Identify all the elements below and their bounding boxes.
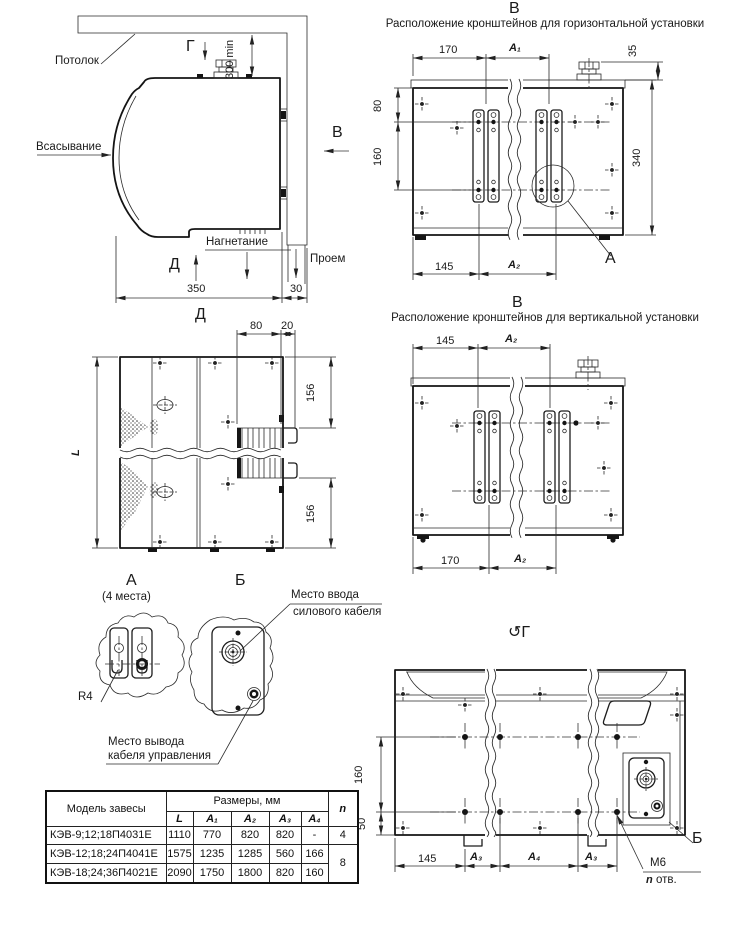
detail-b-title: Б bbox=[235, 572, 246, 589]
dim-a2-label: A₂ bbox=[508, 259, 521, 271]
value-cell: 770 bbox=[193, 826, 231, 844]
vert-view-title: В bbox=[512, 294, 523, 311]
dim-80-label: 80 bbox=[372, 99, 384, 112]
d-view-title: Д bbox=[195, 306, 206, 323]
value-cell: 560 bbox=[269, 844, 301, 863]
holes-suffix: отв. bbox=[655, 874, 677, 886]
dim-a2-top-label: A₂ bbox=[505, 333, 518, 345]
value-cell: 1235 bbox=[193, 844, 231, 863]
holes-n-symbol: n bbox=[646, 874, 653, 886]
value-cell: - bbox=[301, 826, 328, 844]
dim-156-bottom-label: 156 bbox=[305, 504, 317, 523]
control-cable-label-line2: кабеля управления bbox=[108, 750, 212, 762]
g-view-drawing bbox=[376, 669, 701, 872]
model-cell: КЭВ-9;12;18П4031Е bbox=[46, 826, 166, 844]
control-cable-label-line1: Место вывода bbox=[108, 736, 185, 748]
table-row bbox=[46, 844, 358, 863]
opening-label: Проем bbox=[310, 253, 346, 265]
dim-a2-bottom-label: A₂ bbox=[514, 553, 527, 565]
dim-145-g-label: 145 bbox=[418, 853, 437, 865]
horizontal-brackets-view-drawing bbox=[394, 54, 663, 280]
col-header-a4: A₄ bbox=[301, 811, 328, 826]
table-header-row-1 bbox=[46, 791, 358, 811]
dim-300min-label: 300 min bbox=[224, 39, 236, 79]
value-cell: 1110 bbox=[166, 826, 193, 844]
power-cable-label-line1: Место ввода bbox=[291, 589, 359, 601]
value-cell: 820 bbox=[269, 863, 301, 883]
dim-a3-right-label: A₃ bbox=[585, 851, 598, 863]
horiz-view-title: В bbox=[509, 0, 520, 17]
view-g-arrow-label: Г bbox=[186, 38, 195, 55]
dim-80-d-label: 80 bbox=[250, 320, 263, 332]
value-cell: 820 bbox=[269, 826, 301, 844]
model-cell: КЭВ-12;18;24П4041Е bbox=[46, 844, 166, 863]
value-cell: 4 bbox=[328, 826, 358, 844]
dim-160-label: 160 bbox=[372, 147, 384, 166]
dim-20-label: 20 bbox=[281, 320, 294, 332]
view-d-arrow-label: Д bbox=[169, 256, 180, 273]
value-cell: 820 bbox=[231, 826, 269, 844]
dim-145-label: 145 bbox=[435, 261, 454, 273]
rotated-view-icon: ↺ bbox=[508, 624, 522, 641]
value-cell: 2090 bbox=[166, 863, 193, 883]
dim-156-top-label: 156 bbox=[305, 383, 317, 402]
dim-a4-label: A₄ bbox=[528, 851, 541, 863]
view-v-arrow-label: В bbox=[332, 124, 343, 141]
model-header-cell: Модель завесы bbox=[46, 791, 166, 826]
sizes-header-cell: Размеры, мм bbox=[166, 791, 328, 811]
value-cell: 166 bbox=[301, 844, 328, 863]
col-header-a3: A₃ bbox=[269, 811, 301, 826]
horiz-view-subtitle: Расположение кронштейнов для горизонтальной установки bbox=[385, 18, 705, 30]
value-cell: 1575 bbox=[166, 844, 193, 863]
dim-170-label: 170 bbox=[439, 44, 458, 56]
bottom-view-drawing bbox=[92, 330, 336, 552]
table-row bbox=[46, 863, 358, 883]
col-header-l: L bbox=[166, 811, 193, 826]
dim-160-g-label: 160 bbox=[353, 765, 365, 784]
dimensions-table bbox=[45, 790, 359, 884]
dim-340-label: 340 bbox=[631, 148, 643, 167]
vert-view-subtitle: Расположение кронштейнов для вертикальной установки bbox=[391, 312, 699, 324]
discharge-label: Нагнетание bbox=[206, 236, 268, 248]
dim-145-vert-label: 145 bbox=[436, 335, 455, 347]
value-cell: 1750 bbox=[193, 863, 231, 883]
dim-30-label: 30 bbox=[290, 283, 303, 295]
power-cable-label-line2: силового кабеля bbox=[293, 606, 382, 618]
detail-b-ref-label: Б bbox=[692, 830, 703, 847]
holes-count-label bbox=[646, 874, 677, 886]
n-header-cell: n bbox=[328, 791, 358, 826]
col-header-a2: A₂ bbox=[231, 811, 269, 826]
value-cell: 1285 bbox=[231, 844, 269, 863]
dim-170-vert-label: 170 bbox=[441, 555, 460, 567]
dim-a1-label: A₁ bbox=[509, 42, 521, 54]
table-row bbox=[46, 826, 358, 844]
dim-l-label: L bbox=[70, 449, 82, 456]
vertical-brackets-view-drawing bbox=[411, 344, 625, 574]
detail-a-drawing bbox=[96, 613, 184, 702]
col-header-a1: A₁ bbox=[193, 811, 231, 826]
value-cell: 1800 bbox=[231, 863, 269, 883]
suction-label: Всасывание bbox=[36, 141, 102, 153]
dim-50-label: 50 bbox=[356, 817, 368, 830]
detail-a-places-label: (4 места) bbox=[102, 591, 151, 603]
g-view-title-letter: Г bbox=[521, 624, 531, 641]
detail-a-ref-label: А bbox=[605, 250, 616, 267]
thread-m6-label: М6 bbox=[650, 857, 666, 869]
detail-a-title: А bbox=[126, 572, 137, 589]
ceiling-label: Потолок bbox=[55, 55, 99, 67]
dim-350-label: 350 bbox=[187, 283, 206, 295]
model-cell: КЭВ-18;24;36П4021Е bbox=[46, 863, 166, 883]
value-cell: 160 bbox=[301, 863, 328, 883]
g-view-title bbox=[508, 624, 530, 641]
dim-a3-left-label: A₃ bbox=[470, 851, 483, 863]
value-cell: 8 bbox=[328, 844, 358, 883]
radius-r4-label: R4 bbox=[78, 691, 93, 703]
dim-35-label: 35 bbox=[627, 44, 639, 57]
